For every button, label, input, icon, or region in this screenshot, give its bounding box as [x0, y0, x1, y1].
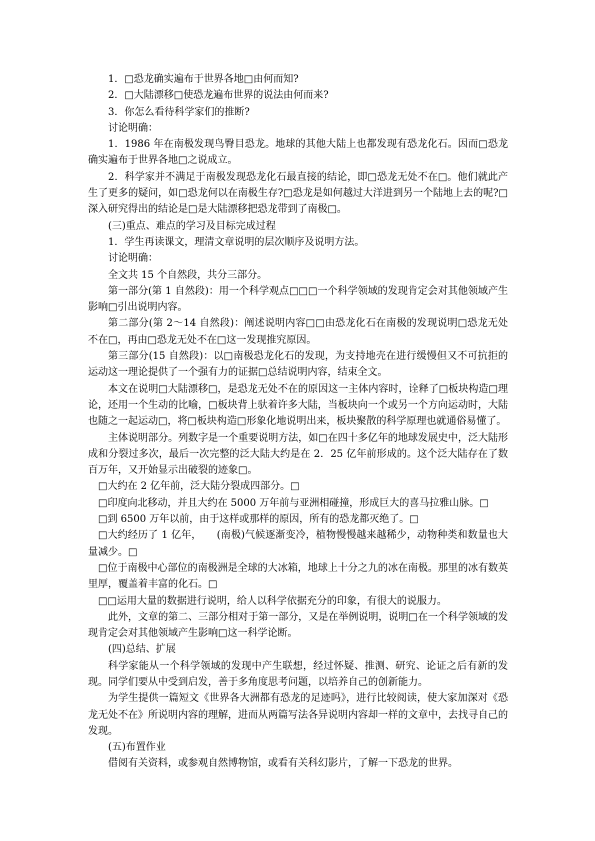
paragraph: (四)总结、扩展 [108, 644, 176, 656]
paragraph: (三)重点、难点的学习及目标完成过程 [108, 220, 276, 232]
paragraph: 全文共 15 个自然段，共分三部分。 [108, 269, 268, 281]
paragraph: 1．□恐龙确实遍布于世界各地□由何而知? [108, 74, 299, 85]
paragraph: 借阅有关资料，或参观自然博物馆，或看有关科幻影片，了解一下恐龙的世界。 [108, 758, 458, 770]
paragraph: 讨论明确： [108, 122, 158, 134]
paragraph: 第二部分(第 2～14 自然段)：阐述说明内容□□由恐龙化石在南极的发现说明□恐龙无处不在□，再由□恐龙无处不在□这一发现推究原因。 [88, 318, 508, 346]
document-body [88, 72, 508, 773]
paragraph: □位于南极中心部位的南极洲是全球的大冰箱，地球上十分之九的冰在南极。那里的冰有数英里厚，覆盖着丰富的化石。□ [88, 562, 508, 591]
paragraph: □大约在 2 亿年前，泛大陆分裂成四部分。□ [98, 481, 300, 493]
paragraph: 2．科学家并不满足于南极发现恐龙化石最直接的结论，即□恐龙无处不在□。他们就此产生了更多的疑问，如□恐龙何以在南极生存?□恐龙是如何越过大洋进到另一个陆地上去的呢?□深入研究得出的结论是□是大陆漂移把恐龙带到了南极□。 [88, 171, 508, 216]
paragraph: 主体说明部分。列数字是一个重要说明方法，如□在四十多亿年的地球发展史中，泛大陆形成和分裂过多次，最后一次完整的泛大陆大约是在 2．25 亿年前形成的。这个泛大陆存在了数百万年，又开始显示出破裂的迹象□。 [88, 432, 508, 477]
paragraph: 1．1986 年在南极发现鸟臀目恐龙。地球的其他大陆上也都发现有恐龙化石。因而□恐龙确实遍布于世界各地□之说成立。 [88, 139, 508, 167]
paragraph: 第一部分(第 1 自然段)：用一个科学观点□□□一个科学领域的发现肯定会对其他领域产生影响□引出说明内容。 [88, 285, 508, 314]
paragraph: □到 6500 万年以前，由于这样或那样的原因，所有的恐龙都灭绝了。□ [98, 514, 419, 526]
paragraph: □印度向北移动，并且大约在 5000 万年前与亚洲相碰撞，形成巨大的喜马拉雅山脉。□ [98, 497, 489, 509]
paragraph: 1．学生再读课文，理清文章说明的层次顺序及说明方法。 [108, 236, 365, 248]
paragraph: □□运用大量的数据进行说明，给人以科学依据充分的印象，有很大的说服力。 [98, 595, 447, 607]
paragraph: 科学家能从一个科学领域的发现中产生联想，经过怀疑、推测、研究、论证之后有新的发现。同学们要从中受到启发，善于多角度思考问题，以培养自己的创新能力。 [88, 660, 508, 688]
paragraph: 3．你怎么看待科学家们的推断? [108, 106, 250, 118]
paragraph: 第三部分(15 自然段)：以□南极恐龙化石的发现，为支持地壳在进行缓慢但又不可抗拒的运动这一理论提供了一个强有力的证据□总结说明内容，结束全文。 [88, 351, 508, 379]
paragraph: (五)布置作业 [108, 742, 166, 754]
paragraph: 此外，文章的第二、三部分相对于第一部分，又是在举例说明，说明□在一个科学领域的发现肯定会对其他领域产生影响□这一科学论断。 [88, 611, 508, 640]
paragraph: 讨论明确： [108, 253, 158, 265]
paragraph: 2．□大陆漂移□使恐龙遍布世界的说法由何而来? [108, 90, 329, 102]
paragraph: □大约经历了 1 亿年， (南极)气候逐渐变冷，植物慢慢越来越稀少，动物种类和数量也大量减少。□ [88, 530, 508, 558]
paragraph: 本文在说明□大陆漂移□，是恐龙无处不在的原因这一主体内容时，诠释了□板块构造□理论，还用一个生动的比喻，□板块背上驮着许多大陆，当板块向一个或另一个方向运动时，大陆也随之一起运动□，将□板块构造□形象化地说明出来，板块聚散的科学原理也就通俗易懂了。 [88, 383, 508, 428]
paragraph: 为学生提供一篇短文《世界各大洲都有恐龙的足迹吗》，进行比较阅读，使大家加深对《恐龙无处不在》所说明内容的理解，进而从两篇写法各异说明内容却一样的文章中，去找寻自己的发现。 [88, 693, 508, 737]
